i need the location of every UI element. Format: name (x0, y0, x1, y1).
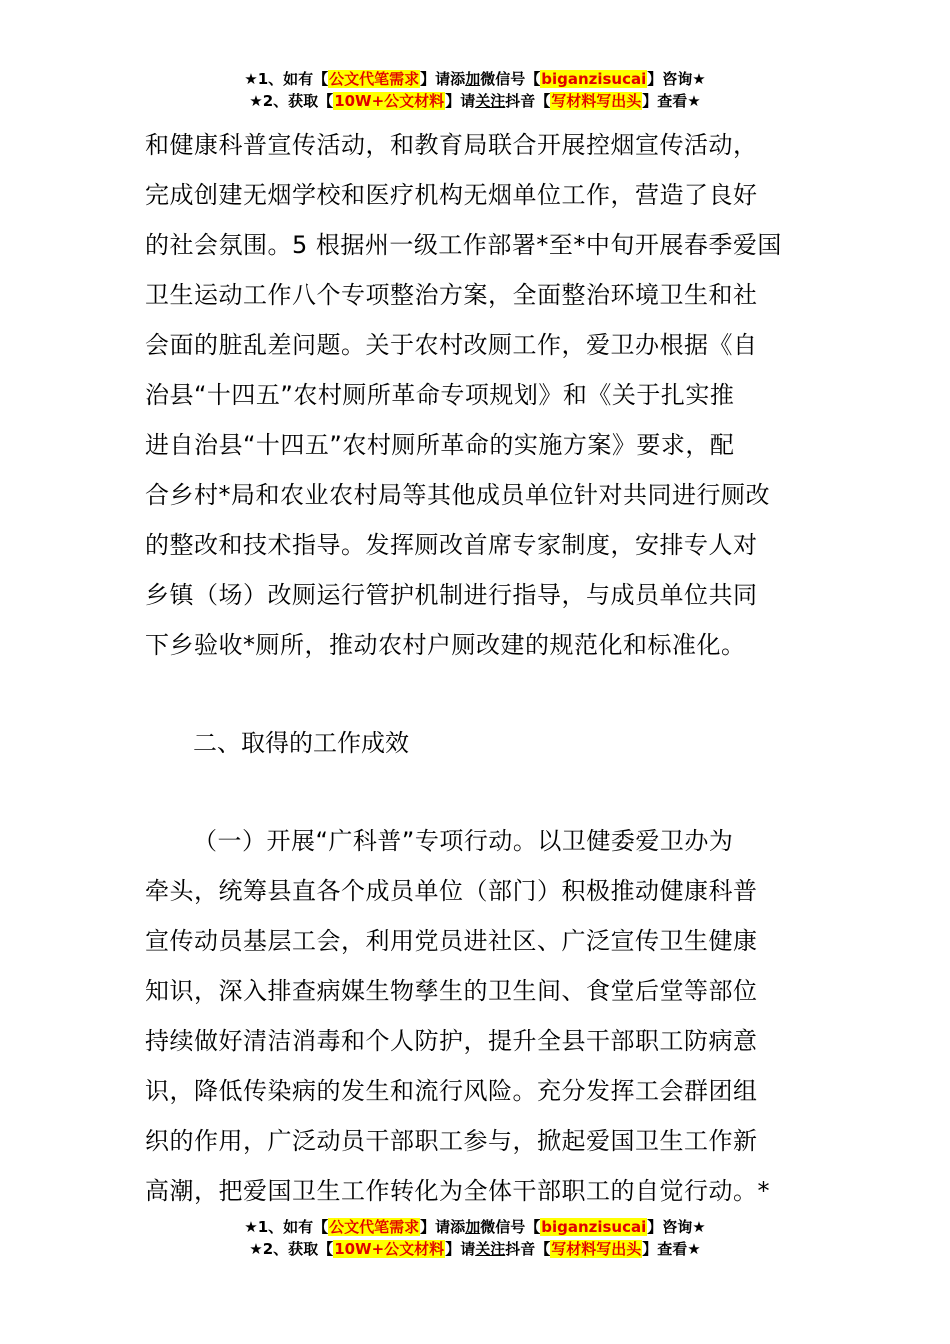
banner-text: 】咨询★ (647, 70, 706, 88)
banner-line-1 (0, 1216, 950, 1238)
paragraph-1 (145, 120, 815, 670)
banner-line-2 (0, 1238, 950, 1260)
banner-text: 】请添 (420, 70, 466, 88)
banner-text: ★2、获取【 (249, 1240, 334, 1258)
text-line: 持续做好清洁消毒和个人防护，提升全县干部职工防病意 (145, 1027, 758, 1055)
text-line: 的社会氛围。5 根据州一级工作部署*至*中旬开展春季爱国 (145, 231, 782, 259)
banner-highlight: 10W+公文材料 (334, 92, 445, 110)
banner-text: ★1、如有【 (244, 1218, 329, 1236)
text-line: 进自治县“十四五”农村厕所革命的实施方案》要求，配 (145, 431, 735, 459)
banner-text: ★1、如有【 (244, 70, 329, 88)
text-line: 治县“十四五”农村厕所革命专项规划》和《关于扎实推 (145, 381, 735, 409)
text-line: 识，降低传染病的发生和流行风险。充分发挥工会群团组 (145, 1077, 758, 1105)
banner-underlined: 关注 (475, 1240, 506, 1258)
banner-text: 】咨询★ (647, 1218, 706, 1236)
banner-text: 】请 (445, 92, 476, 110)
banner-highlight: biganzisucai (541, 70, 647, 88)
banner-highlight: biganzisucai (541, 1218, 647, 1236)
header-banner (0, 68, 950, 112)
text-line: 完成创建无烟学校和医疗机构无烟单位工作，营造了良好 (145, 181, 758, 209)
banner-highlight: 公文代笔需求 (329, 1218, 420, 1236)
text-line: 乡镇（场）改厕运行管护机制进行指导，与成员单位共同 (145, 581, 758, 609)
banner-text: 】请添 (420, 1218, 466, 1236)
text-line: 的整改和技术指导。发挥厕改首席专家制度，安排专人对 (145, 531, 758, 559)
text-line: 织的作用，广泛动员干部职工参与，掀起爱国卫生工作新 (145, 1127, 758, 1155)
banner-line-1 (0, 68, 950, 90)
text-line: 牵头，统筹县直各个成员单位（部门）积极推动健康科普 (145, 877, 758, 905)
banner-text: 微信号【 (480, 1218, 541, 1236)
banner-highlight: 公文代笔需求 (329, 70, 420, 88)
text-line: 知识，深入排查病媒生物孳生的卫生间、食堂后堂等部位 (145, 977, 758, 1005)
banner-text: 微信号【 (480, 70, 541, 88)
text-line: 下乡验收*厕所，推动农村户厕改建的规范化和标准化。 (145, 631, 746, 659)
text-line: 高潮，把爱国卫生工作转化为全体干部职工的自觉行动。* (145, 1177, 770, 1205)
banner-highlight: 10W+公文材料 (334, 1240, 445, 1258)
banner-underlined: 关注 (475, 92, 506, 110)
banner-text: 】请 (445, 1240, 476, 1258)
banner-line-2 (0, 90, 950, 112)
banner-highlight: 写材料写出头 (551, 1240, 642, 1258)
banner-underlined: 加 (465, 1218, 481, 1236)
section-heading: 二、取得的工作成效 (193, 729, 409, 757)
paragraph-2 (145, 816, 815, 1216)
banner-text: ★2、获取【 (249, 92, 334, 110)
banner-text: 抖音【 (505, 1240, 551, 1258)
banner-text: 】查看★ (642, 92, 701, 110)
banner-highlight: 写材料写出头 (551, 92, 642, 110)
text-line: 宣传动员基层工会，利用党员进社区、广泛宣传卫生健康 (145, 927, 758, 955)
banner-text: 抖音【 (505, 92, 551, 110)
text-line: 卫生运动工作八个专项整治方案，全面整治环境卫生和社 (145, 281, 758, 309)
banner-text: 】查看★ (642, 1240, 701, 1258)
banner-underlined: 加 (465, 70, 481, 88)
text-line: （一）开展“广科普”专项行动。以卫健委爱卫办为 (193, 827, 734, 855)
text-line: 会面的脏乱差问题。关于农村改厕工作，爱卫办根据《自 (145, 331, 758, 359)
footer-banner (0, 1216, 950, 1260)
text-line: 合乡村*局和农业农村局等其他成员单位针对共同进行厕改 (145, 481, 770, 509)
text-line: 和健康科普宣传活动，和教育局联合开展控烟宣传活动， (145, 131, 758, 159)
